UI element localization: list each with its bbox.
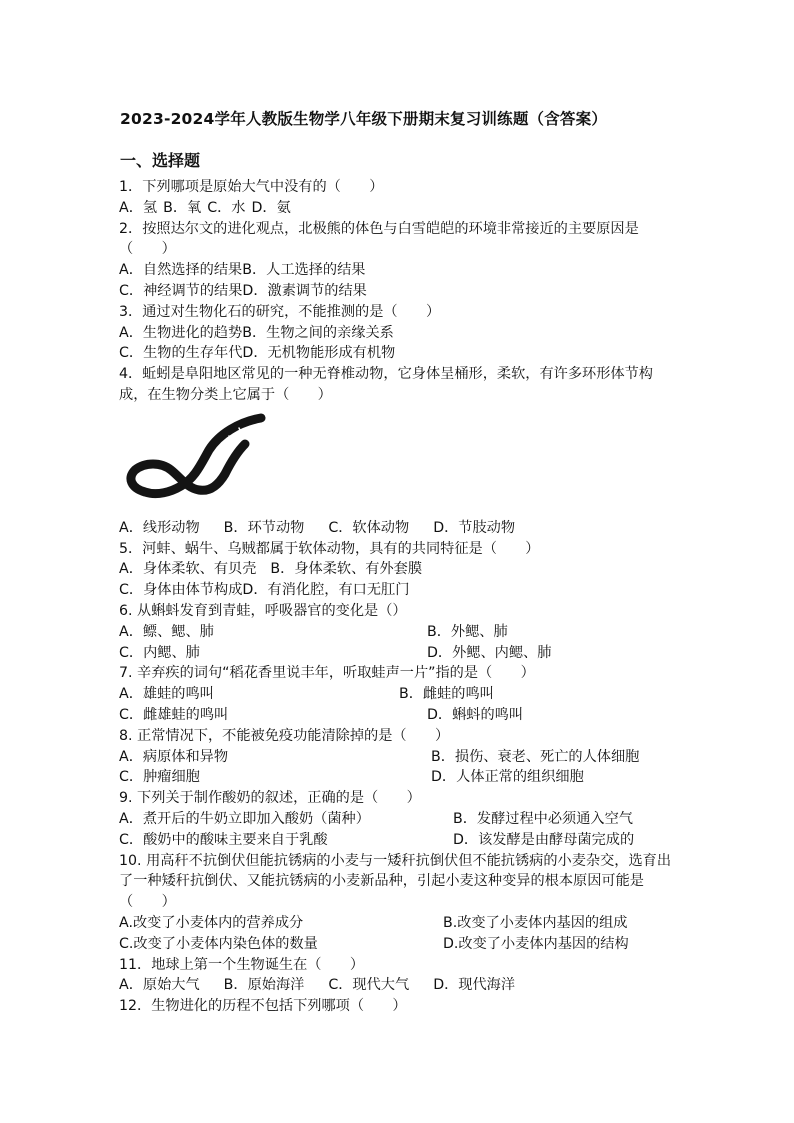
- option-a: A．煮开后的牛奶立即加入酸奶（菌种）: [119, 810, 370, 827]
- option-c: C．现代大气: [328, 977, 410, 994]
- option-row: [119, 281, 679, 302]
- option-d: D．氨: [251, 199, 291, 216]
- option-b: B．损伤、衰老、死亡的人体细胞: [431, 748, 640, 765]
- option-row: [119, 767, 679, 788]
- option-c: C．软体动物: [328, 519, 410, 536]
- option-row: [119, 343, 679, 364]
- option-b: B．雌蛙的鸣叫: [399, 686, 494, 703]
- option-b: B.改变了小麦体内基因的组成: [443, 914, 628, 931]
- option-c: C．水: [207, 199, 246, 216]
- option-d: D．无机物能形成有机物: [242, 345, 396, 362]
- option-a: A．原始大气: [119, 977, 200, 994]
- option-b: B．身体柔软、有外套膜: [270, 561, 423, 578]
- option-row: [119, 830, 679, 851]
- option-b: B．人工选择的结果: [242, 262, 366, 279]
- option-c: C.改变了小麦体内染色体的数量: [119, 935, 318, 952]
- option-b: B．氧: [163, 199, 202, 216]
- option-b: B．发酵过程中必须通入空气: [453, 810, 633, 827]
- option-a: A.改变了小麦体内的营养成分: [119, 914, 304, 931]
- question-stem: 1．下列哪项是原始大气中没有的（ ）: [119, 179, 384, 195]
- option-row: [119, 198, 679, 219]
- option-a: A．病原体和异物: [119, 748, 229, 765]
- option-a: A．雄蛙的鸣叫: [119, 686, 214, 703]
- earthworm-figure: [119, 406, 679, 518]
- question-list: [119, 177, 679, 1017]
- option-d: D.改变了小麦体内基因的结构: [443, 935, 629, 952]
- option-d: D．激素调节的结果: [242, 282, 367, 299]
- option-row: [119, 684, 679, 705]
- option-c: C．酸奶中的酸味主要来自于乳酸: [119, 831, 328, 848]
- option-d: D．蝌蚪的鸣叫: [427, 706, 524, 723]
- section-heading: 一、选择题: [120, 151, 201, 170]
- question-stem: 9. 下列关于制作酸奶的叙述，正确的是（ ）: [119, 790, 421, 807]
- question-stem: 7. 辛弃疾的词句“稻花香里说丰年，听取蛙声一片”指的是（ ）: [119, 665, 535, 682]
- option-row: [119, 622, 679, 643]
- option-a: A．氢: [119, 199, 158, 216]
- option-d: D．现代海洋: [433, 977, 516, 994]
- option-row: [119, 747, 679, 768]
- option-row: [119, 323, 679, 344]
- question-stem: 2．按照达尔文的进化观点，北极熊的体色与白雪皑皑的环境非常接近的主要原因是（ ）: [119, 220, 639, 258]
- question-stem: 3．通过对生物化石的研究，不能推测的是（ ）: [119, 303, 441, 320]
- option-row: [119, 975, 679, 996]
- option-b: B．外鳃、肺: [427, 623, 508, 640]
- option-row: [119, 580, 679, 601]
- option-c: C．神经调节的结果: [119, 282, 243, 299]
- option-d: D．外鳃、内鳃、肺: [427, 644, 552, 661]
- option-d: D．有消化腔，有口无肛门: [242, 582, 410, 599]
- option-d: D．该发酵是由酵母菌完成的: [453, 831, 635, 848]
- option-c: C．内鳃、肺: [119, 644, 200, 661]
- option-c: C．雌雄蛙的鸣叫: [119, 706, 229, 723]
- question-stem: 11．地球上第一个生物诞生在（ ）: [119, 956, 365, 973]
- question-stem: 5．河蚌、蜗牛、乌贼都属于软体动物，具有的共同特征是（ ）: [119, 540, 540, 557]
- option-row: [119, 705, 679, 726]
- option-b: B．生物之间的亲缘关系: [242, 324, 394, 341]
- option-d: D．人体正常的组织细胞: [431, 769, 584, 786]
- option-c: C．肿瘤细胞: [119, 769, 200, 786]
- option-c: C．生物的生存年代: [119, 345, 243, 362]
- option-row: [119, 643, 679, 664]
- option-row: [119, 260, 679, 281]
- option-row: [119, 559, 679, 580]
- question-stem: 10. 用高秆不抗倒伏但能抗锈病的小麦与一矮秆抗倒伏但不能抗锈病的小麦杂交，选育出了一种矮秆抗倒伏、又能抗锈病的小麦新品种，引起小麦这种变异的根本原因可能是（ ）: [119, 852, 672, 911]
- document-title: 2023-2024学年人教版生物学八年级下册期末复习训练题（含答案）: [120, 110, 608, 128]
- earthworm-icon: [121, 412, 271, 508]
- option-a: A．身体柔软、有贝壳: [119, 561, 257, 578]
- question-stem: 8. 正常情况下，不能被免疫功能清除掉的是（ ）: [119, 727, 450, 744]
- question-stem: 12．生物进化的历程不包括下列哪项（ ）: [119, 998, 407, 1015]
- option-b: B．环节动物: [223, 519, 305, 536]
- option-row: [119, 913, 679, 934]
- option-row: [119, 518, 679, 539]
- option-a: A．生物进化的趋势: [119, 324, 243, 341]
- option-row: [119, 934, 679, 955]
- option-a: A．鳔、鳃、肺: [119, 623, 214, 640]
- question-stem: 6. 从蝌蚪发育到青蛙，呼吸器官的变化是（）: [119, 602, 407, 619]
- option-c: C．身体由体节构成: [119, 582, 243, 599]
- question-stem: 4．蚯蚓是阜阳地区常见的一种无脊椎动物，它身体呈桶形，柔软，有许多环形体节构成，在生物分类上它属于（ ）: [119, 366, 653, 403]
- option-row: [119, 809, 679, 830]
- option-a: A．线形动物: [119, 519, 200, 536]
- option-d: D．节肢动物: [433, 519, 516, 536]
- option-a: A．自然选择的结果: [119, 262, 243, 279]
- option-b: B．原始海洋: [223, 977, 305, 994]
